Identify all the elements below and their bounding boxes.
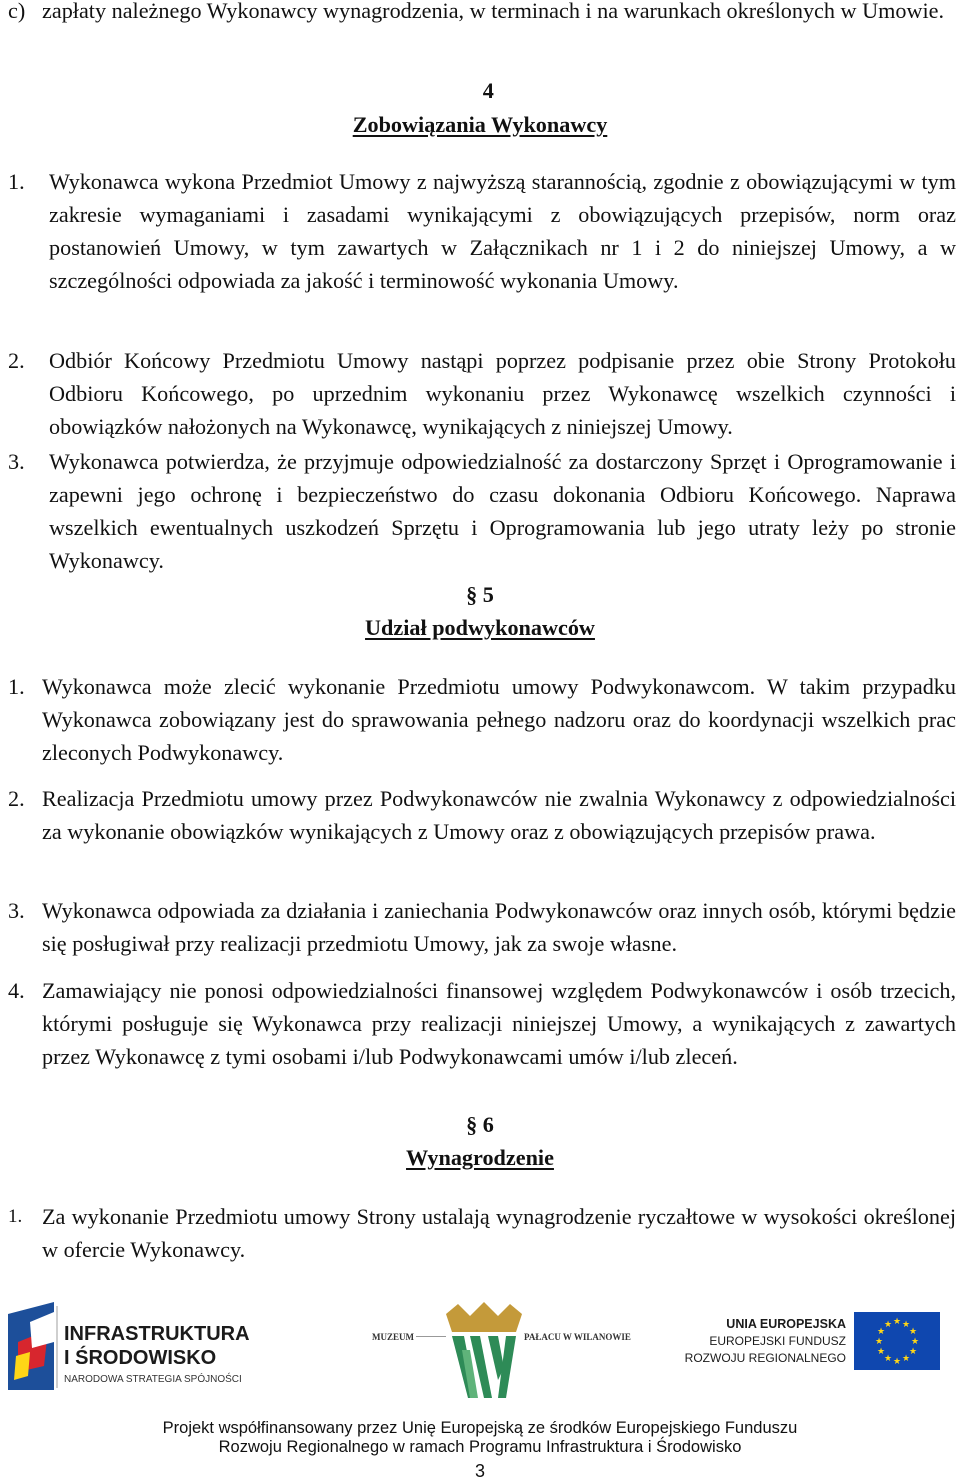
list-item: 4. Zamawiający nie ponosi odpowiedzialności finansowej względem Podwykonawców i osób trzecich, którymi posługuje się Wykonawca przy realizacji niniejszej Umowy, a wynikających z zawartych przez Wykonawcę z tymi osobami i/lub Podwykonawcami umów i/lub zleceń. xyxy=(8,978,956,1069)
list-item: 2. Odbiór Końcowy Przedmiotu Umowy nastąpi poprzez podpisanie przez obie Strony Protokołu Odbioru Końcowego, po uprzednim wykonaniu przez Wykonawcę wszelkich czynności i obowiązków nałożonych na Wykonawcę, wynikających z niniejszej Umowy. xyxy=(8,348,956,439)
eu-line2: EUROPEJSKI FUNDUSZ xyxy=(709,1334,846,1348)
section-5-title: Udział podwykonawców xyxy=(365,615,595,640)
list-item: 1. Za wykonanie Przedmiotu umowy Strony ustalają wynagrodzenie ryczałtowe w wysokości określonej w ofercie Wykonawcy. xyxy=(8,1204,956,1262)
svg-text:★: ★ xyxy=(892,1357,902,1367)
section-5-number: § 5 xyxy=(466,582,494,607)
infrastruktura-logo-mark xyxy=(8,1302,278,1390)
infrastruktura-srodowisko-logo xyxy=(8,1302,278,1390)
section-4-number: 4 xyxy=(482,78,494,103)
intro-label: c) xyxy=(8,0,26,23)
svg-text:★: ★ xyxy=(883,1320,893,1330)
page-number: 3 xyxy=(474,1461,485,1481)
svg-text:★: ★ xyxy=(874,1337,884,1347)
intro-item xyxy=(8,0,956,27)
museum-right-text: PAŁACU W WILANOWIE xyxy=(524,1332,631,1342)
list-item: 1. Wykonawca wykona Przedmiot Umowy z najwyższą starannością, zgodnie z obowiązującymi w tym zakresie wymaganiami i zasadami wynikającymi z obowiązujących przepisów, norm oraz postanowień Umowy, w tym zawartych w Załącznikach nr 1 i 2 do niniejszej Umowy, a w szczególności odpowiada za jakość i terminowość wykonania Umowy. xyxy=(8,169,956,293)
intro-text: zapłaty należnego Wykonawcy wynagrodzenia, w terminach i na warunkach określonych w Umowie. xyxy=(42,0,945,23)
museum-logo-mark xyxy=(366,1302,631,1414)
eu-line1: UNIA EUROPEJSKA xyxy=(726,1317,846,1331)
list-item: 2. Realizacja Przedmiotu umowy przez Podwykonawców nie zwalnia Wykonawcy z odpowiedzialności za wykonanie obowiązków wynikających z Umowy oraz z obowiązujących przepisów prawa. xyxy=(8,786,956,844)
svg-text:★: ★ xyxy=(901,1320,911,1330)
svg-text:★: ★ xyxy=(892,1317,902,1327)
muzeum-palacu-w-wilanowie-logo xyxy=(366,1302,631,1414)
section-6-number: § 6 xyxy=(466,1112,494,1137)
footer-line-2: Rozwoju Regionalnego w ramach Programu Infrastruktura i Środowisko xyxy=(218,1438,742,1456)
svg-text:★: ★ xyxy=(876,1347,886,1357)
svg-text:★: ★ xyxy=(901,1354,911,1364)
footer-line-1: Projekt współfinansowany przez Unię Europejską ze środków Europejskiego Funduszu xyxy=(162,1419,798,1437)
svg-text:★: ★ xyxy=(910,1337,920,1347)
svg-text:★: ★ xyxy=(908,1347,918,1357)
svg-text:★: ★ xyxy=(883,1354,893,1364)
infrastruktura-line3: NARODOWA STRATEGIA SPÓJNOŚCI xyxy=(64,1374,242,1385)
museum-left-text: MUZEUM xyxy=(372,1332,414,1342)
eu-logo-mark xyxy=(684,1312,945,1376)
svg-text:★: ★ xyxy=(876,1327,886,1337)
unia-europejska-logo xyxy=(684,1312,945,1376)
eu-line3: ROZWOJU REGIONALNEGO xyxy=(684,1351,846,1365)
infrastruktura-line1: INFRASTRUKTURA xyxy=(64,1323,250,1345)
list-item: 3. Wykonawca potwierdza, że przyjmuje odpowiedzialność za dostarczony Sprzęt i Oprogramowanie i zapewni jego ochronę i bezpieczeństwo do czasu dokonania Odbioru Końcowego. Naprawa wszelkich ewentualnych uszkodzeń Sprzętu i Oprogramowania lub jego utraty leży po stronie Wykonawcy. xyxy=(8,449,956,573)
list-item: 1. Wykonawca może zlecić wykonanie Przedmiotu umowy Podwykonawcom. W takim przypadku Wykonawca zobowiązany jest do sprawowania pełnego nadzoru oraz do koordynacji wszelkich prac zleconych Podwykonawcy. xyxy=(8,674,956,765)
infrastruktura-line2: I ŚRODOWISKO xyxy=(64,1347,217,1369)
svg-text:★: ★ xyxy=(908,1327,918,1337)
section-6-title: Wynagrodzenie xyxy=(406,1145,554,1170)
section-4-title: Zobowiązania Wykonawcy xyxy=(352,112,608,137)
list-item: 3. Wykonawca odpowiada za działania i zaniechania Podwykonawców oraz innych osób, którymi będzie się posługiwał przy realizacji przedmiotu Umowy, jak za swoje własne. xyxy=(8,898,956,956)
